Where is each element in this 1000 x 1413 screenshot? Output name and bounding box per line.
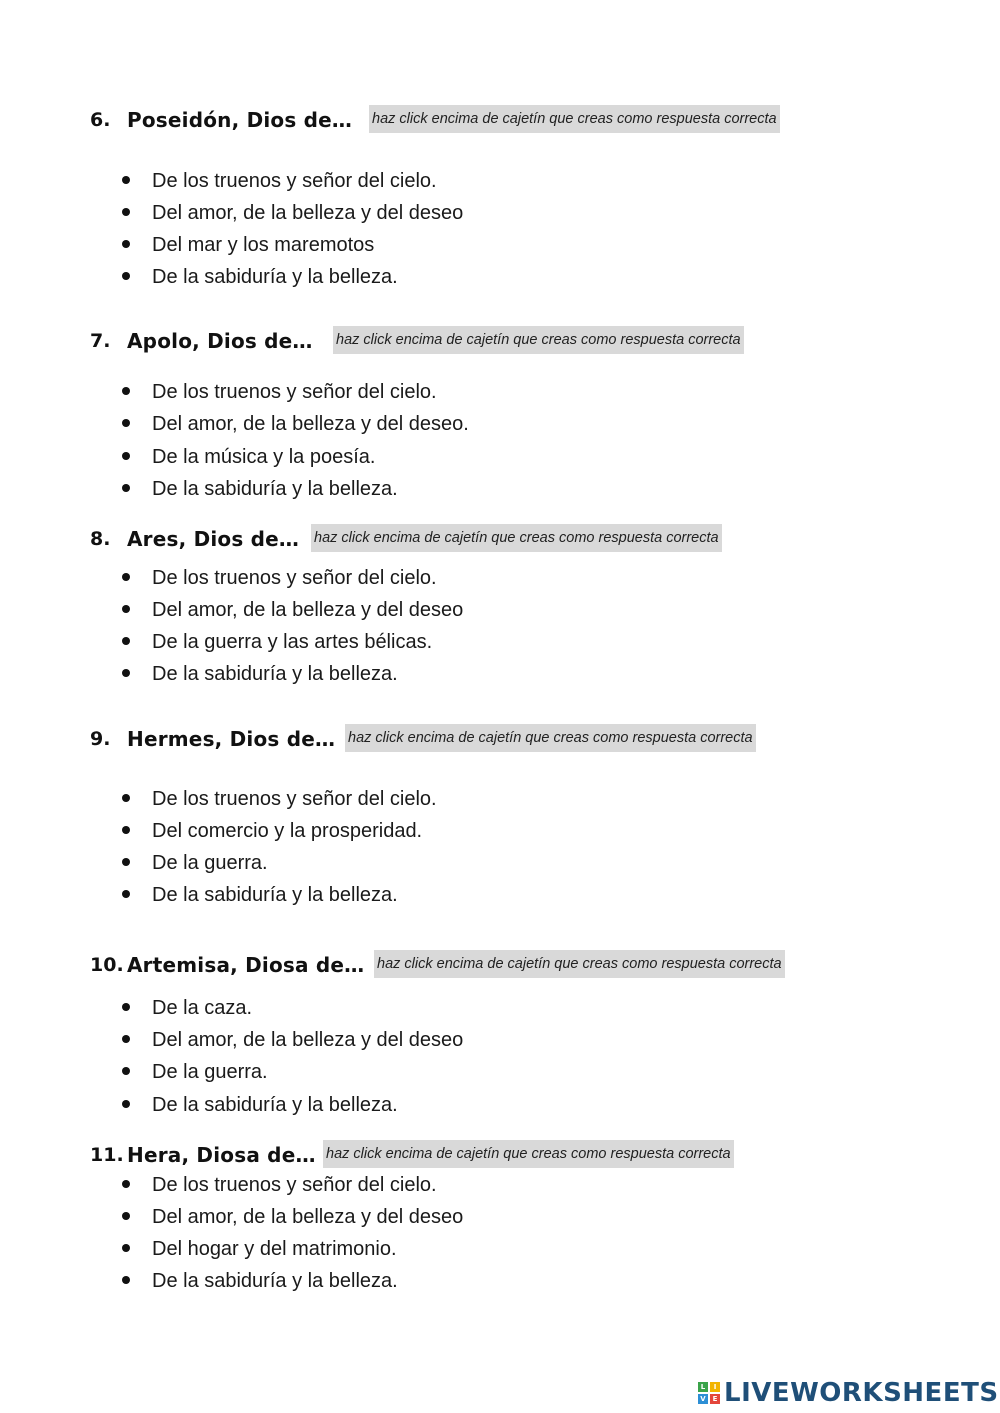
question-title: Artemisa, Diosa de… [127,953,365,977]
question-title: Apolo, Dios de… [127,329,313,353]
answer-hint-box[interactable]: haz click encima de cajetín que creas como respuesta correcta [323,1140,734,1168]
liveworksheets-logo [698,1377,999,1409]
answer-option[interactable] [120,595,463,625]
question-heading [90,724,335,754]
question-number: 7. [90,330,111,352]
logo-letter: V [698,1394,708,1404]
bullet-icon [122,605,130,613]
bullet-icon [122,858,130,866]
question-title: Ares, Dios de… [127,527,300,551]
answer-option[interactable] [120,659,398,689]
answer-option-label: De la sabiduría y la belleza. [152,884,398,906]
logo-letter: I [710,1382,720,1392]
logo-letter: L [698,1382,708,1392]
question-number: 10. [90,954,124,976]
answer-hint-box[interactable]: haz click encima de cajetín que creas como respuesta correcta [311,524,722,552]
answer-option[interactable] [120,409,469,439]
bullet-icon [122,484,130,492]
answer-option[interactable] [120,1090,398,1120]
answer-option[interactable] [120,848,268,878]
question-heading [90,524,299,554]
question-8 [0,524,1000,564]
answer-option[interactable] [120,784,437,814]
bullet-icon [122,794,130,802]
bullet-icon [122,1003,130,1011]
bullet-icon [122,1180,130,1188]
bullet-icon [122,573,130,581]
question-title: Hera, Diosa de… [127,1143,316,1167]
answer-option-label: Del amor, de la belleza y del deseo [152,1029,464,1051]
answer-option-label: De la sabiduría y la belleza. [152,1270,398,1292]
answer-option-label: De la guerra y las artes bélicas. [152,631,433,653]
answer-option-label: De la sabiduría y la belleza. [152,1094,398,1116]
answer-option-label: De la música y la poesía. [152,446,376,468]
bullet-icon [122,387,130,395]
bullet-icon [122,1035,130,1043]
question-heading [90,950,364,980]
bullet-icon [122,176,130,184]
question-heading [90,105,352,135]
answer-option-label: De los truenos y señor del cielo. [152,788,437,810]
answer-option-label: Del amor, de la belleza y del deseo [152,1206,464,1228]
answer-option[interactable] [120,1202,463,1232]
bullet-icon [122,1100,130,1108]
answer-option-label: De la sabiduría y la belleza. [152,478,398,500]
answer-option-label: De los truenos y señor del cielo. [152,567,437,589]
question-number: 9. [90,728,111,750]
bullet-icon [122,1067,130,1075]
bullet-icon [122,452,130,460]
bullet-icon [122,1276,130,1284]
bullet-icon [122,826,130,834]
answer-option[interactable] [120,262,398,292]
answer-option[interactable] [120,627,432,657]
answer-option[interactable] [120,816,422,846]
answer-option[interactable] [120,1170,437,1200]
answer-option[interactable] [120,230,374,260]
answer-option[interactable] [120,198,463,228]
question-7 [0,326,1000,366]
answer-hint-box[interactable]: haz click encima de cajetín que creas como respuesta correcta [333,326,744,354]
answer-option[interactable] [120,166,437,196]
question-heading [90,326,313,356]
answer-option-label: Del amor, de la belleza y del deseo. [152,413,469,435]
logo-text: LIVEWORKSHEETS [724,1378,999,1408]
bullet-icon [122,1212,130,1220]
answer-option-label: Del hogar y del matrimonio. [152,1238,397,1260]
answer-option[interactable] [120,1057,268,1087]
answer-option-label: Del amor, de la belleza y del deseo [152,202,464,224]
answer-option[interactable] [120,1025,463,1055]
bullet-icon [122,669,130,677]
answer-option-label: De la guerra. [152,1061,268,1083]
answer-hint-box[interactable]: haz click encima de cajetín que creas como respuesta correcta [374,950,785,978]
answer-option[interactable] [120,1234,397,1264]
answer-option-label: De la sabiduría y la belleza. [152,663,398,685]
question-6 [0,105,1000,145]
answer-option[interactable] [120,474,398,504]
answer-option-label: De los truenos y señor del cielo. [152,1174,437,1196]
bullet-icon [122,208,130,216]
answer-option[interactable] [120,563,437,593]
answer-hint-box[interactable]: haz click encima de cajetín que creas como respuesta correcta [345,724,756,752]
bullet-icon [122,1244,130,1252]
bullet-icon [122,637,130,645]
answer-option-label: De la guerra. [152,852,268,874]
question-title: Hermes, Dios de… [127,727,336,751]
question-title: Poseidón, Dios de… [127,108,353,132]
answer-option[interactable] [120,442,375,472]
question-heading [90,1140,316,1170]
logo-mark-icon [698,1382,720,1404]
answer-option-label: De los truenos y señor del cielo. [152,170,437,192]
question-10 [0,950,1000,990]
question-number: 8. [90,528,111,550]
question-number: 11. [90,1144,124,1166]
answer-option-label: De los truenos y señor del cielo. [152,381,437,403]
bullet-icon [122,240,130,248]
answer-option[interactable] [120,377,437,407]
answer-option-label: Del amor, de la belleza y del deseo [152,599,464,621]
answer-option-label: Del mar y los maremotos [152,234,375,256]
bullet-icon [122,419,130,427]
question-number: 6. [90,109,111,131]
answer-option-label: Del comercio y la prosperidad. [152,820,423,842]
answer-hint-box[interactable]: haz click encima de cajetín que creas como respuesta correcta [369,105,780,133]
answer-option-label: De la caza. [152,997,253,1019]
answer-option-label: De la sabiduría y la belleza. [152,266,398,288]
answer-option[interactable] [120,1266,398,1296]
answer-option[interactable] [120,993,252,1023]
question-9 [0,724,1000,764]
bullet-icon [122,272,130,280]
bullet-icon [122,890,130,898]
logo-letter: E [710,1394,720,1404]
answer-option[interactable] [120,880,398,910]
